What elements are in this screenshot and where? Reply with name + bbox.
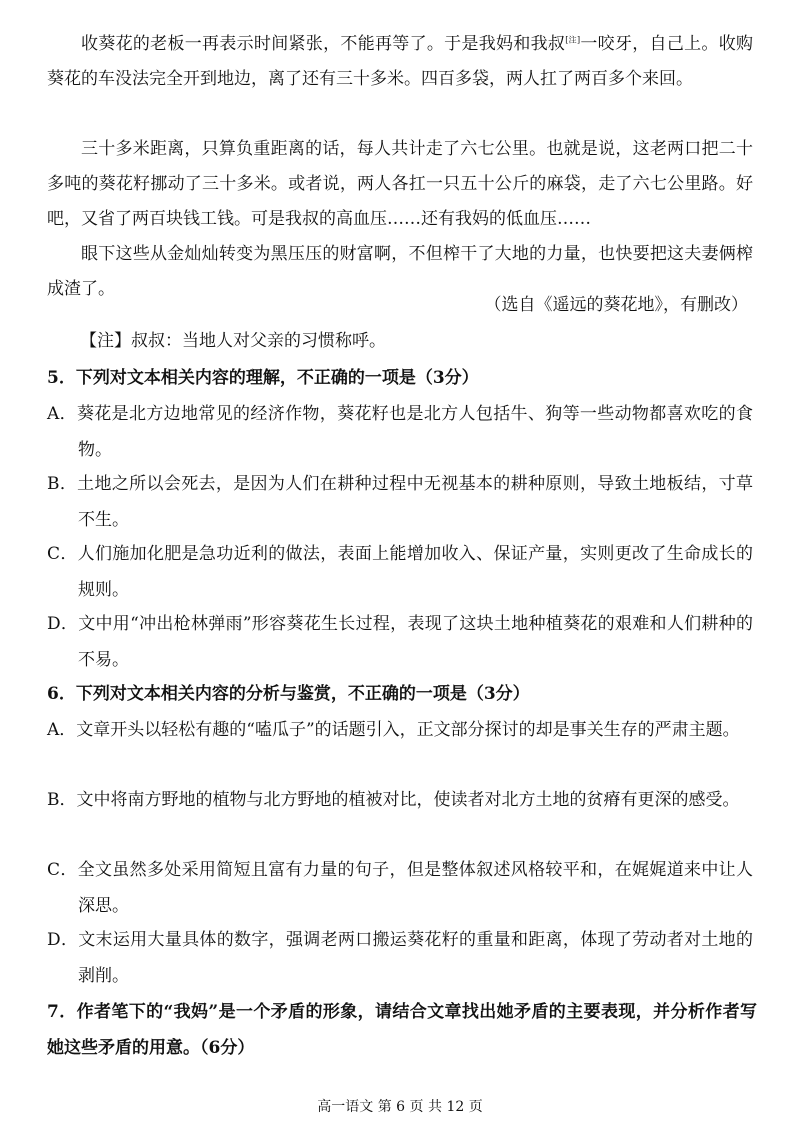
passage-paragraph-1 (47, 27, 753, 97)
passage-paragraph-3: 眼下这些从金灿灿转变为黑压压的财富啊，不但榨干了大地的力量，也快要把这夫妻俩榨成渣了。 (47, 244, 753, 299)
passage-paragraph-2: 三十多米距离，只算负重距离的话，每人共计走了六七公里。也就是说，这老两口把二十多吨的葵花籽挪动了三十多米。或者说，两人各扛一只五十公斤的麻袋，走了六七公里路。好吧，又省了两百块钱工钱。可是我叔的高血压……还有我妈的低血压…… (47, 139, 753, 229)
question-7-stem: 7．作者笔下的“我妈”是一个矛盾的形象，请结合文章找出她矛盾的主要表现，并分析作者写她这些矛盾的用意。（6分） (47, 1002, 757, 1058)
note-marker: [注] (565, 35, 581, 45)
question-6-stem: 6．下列对文本相关内容的分析与鉴赏，不正确的一项是（3分） (47, 684, 530, 704)
passage-paragraph-1-part1: 收葵花的老板一再表示时间紧张，不能再等了。于是我妈和我叔 (81, 34, 566, 54)
question-6-option-b: B．文中将南方野地的植物与北方野地的植被对比，使读者对北方土地的贫瘠有更深的感受。 (47, 790, 740, 810)
page-footer: 高一语文 第 6 页 共 12 页 (317, 1099, 483, 1115)
question-6-option-c: C．全文虽然多处采用简短且富有力量的句子，但是整体叙述风格较平和，在娓娓道来中让人深思。 (47, 860, 753, 916)
question-5-option-b: B．土地之所以会死去，是因为人们在耕种过程中无视基本的耕种原则，导致土地板结，寸草不生。 (47, 474, 753, 530)
question-5-option-a: A．葵花是北方边地常见的经济作物，葵花籽也是北方人包括牛、狗等一些动物都喜欢吃的食物。 (47, 404, 753, 460)
question-6-option-d: D．文末运用大量具体的数字，强调老两口搬运葵花籽的重量和距离，体现了劳动者对土地的剥削。 (47, 930, 753, 986)
passage-note: 【注】叔叔：当地人对父亲的习惯称呼。 (80, 331, 386, 351)
question-5-option-d: D．文中用“冲出枪林弹雨”形容葵花生长过程，表现了这块土地种植葵花的艰难和人们耕种的不易。 (47, 614, 753, 670)
question-6-option-a: A．文章开头以轻松有趣的“嗑瓜子”的话题引入，正文部分探讨的却是事关生存的严肃主题。 (47, 720, 740, 740)
passage-paragraph-1-part2: 一咬牙，自己上。收购葵花的车没法完全开到地边，离了还有三十多米。四百多袋，两人扛了两百多个来回。 (47, 34, 754, 89)
question-5-stem: 5．下列对文本相关内容的理解，不正确的一项是（3分） (47, 368, 479, 388)
question-5-option-c: C．人们施加化肥是急功近利的做法，表面上能增加收入、保证产量，实则更改了生命成长的规则。 (47, 544, 753, 600)
passage-source: （选自《遥远的葵花地》，有删改） (484, 295, 748, 315)
